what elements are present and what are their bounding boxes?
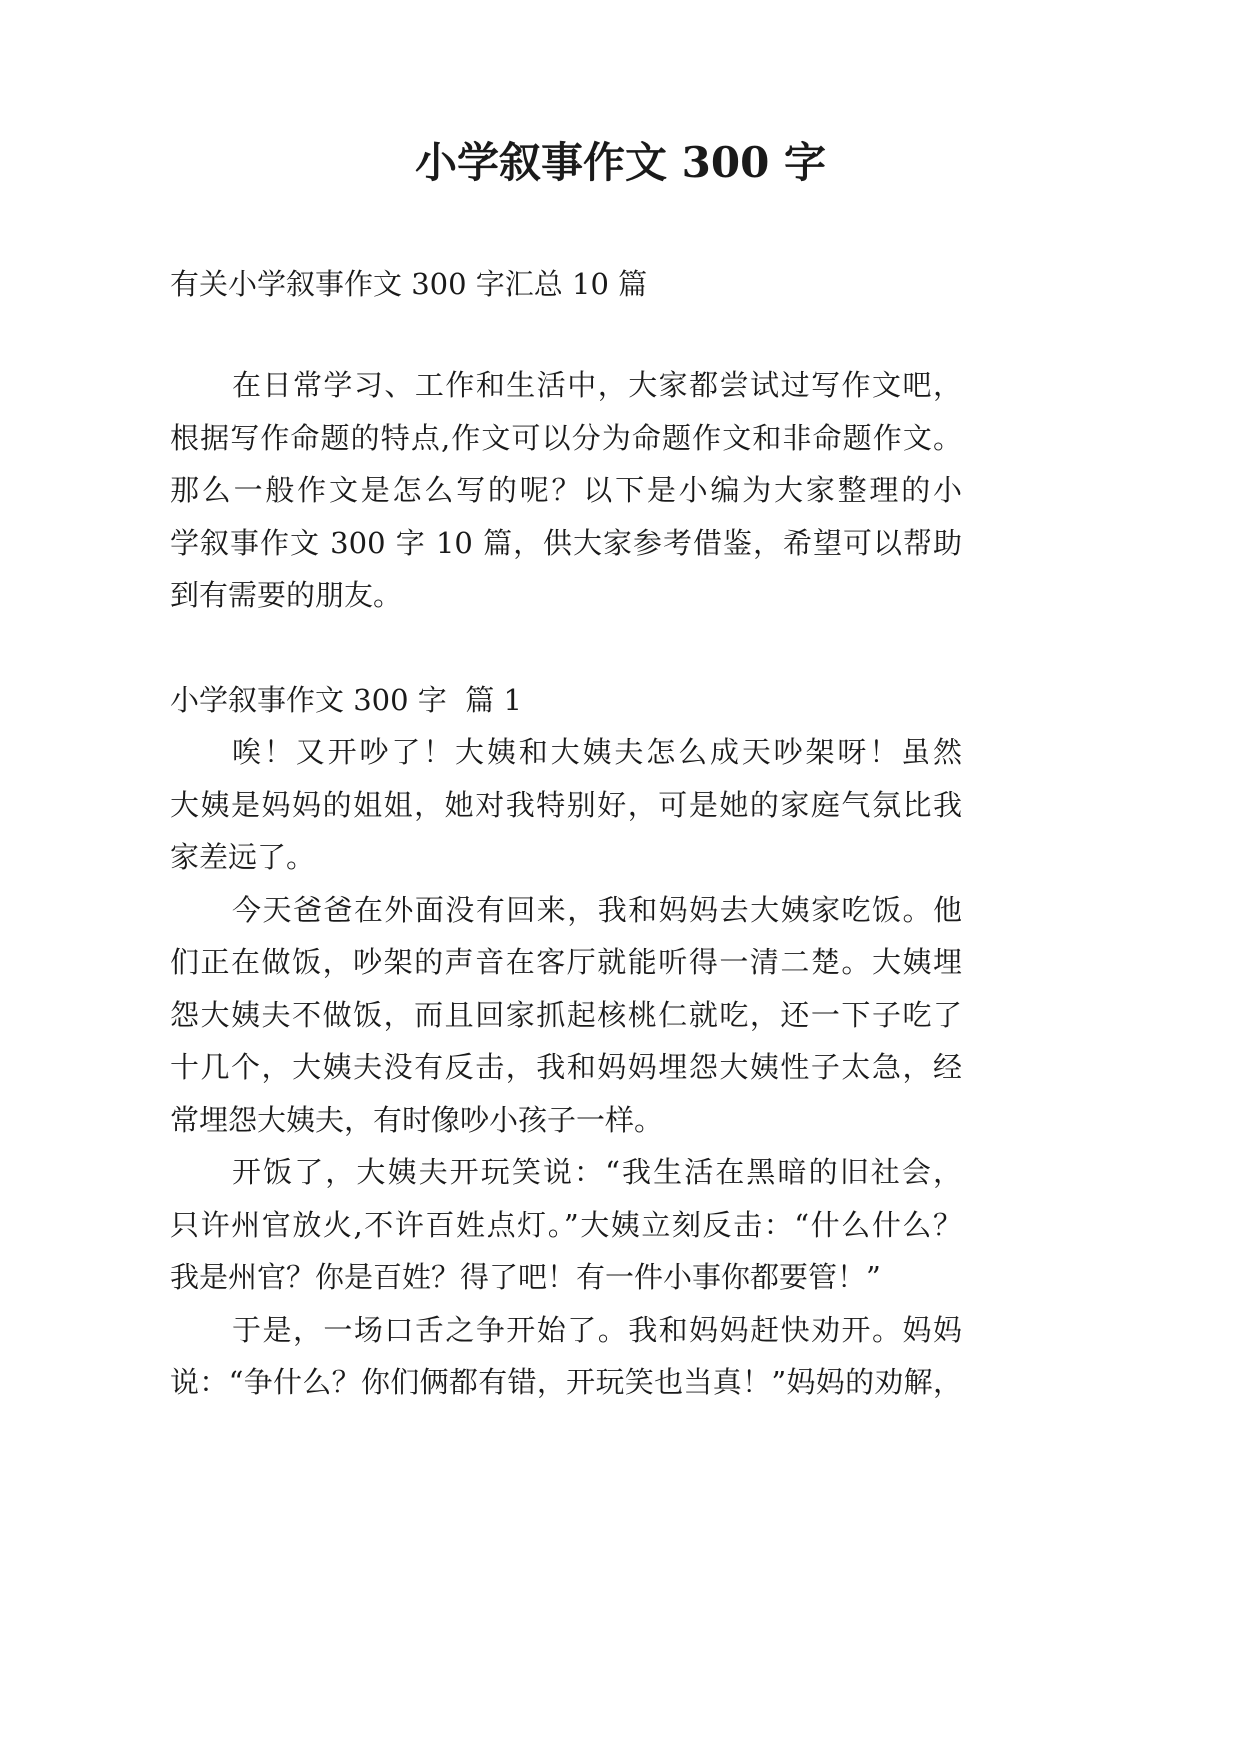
text-line: 唉！又开吵了！大姨和大姨夫怎么成天吵架呀！虽然 bbox=[232, 735, 962, 769]
text-line: 家差远了。 bbox=[170, 840, 316, 874]
text-line: 学叙事作文 300 字 10 篇，供大家参考借鉴，希望可以帮助 bbox=[170, 525, 962, 560]
intro-paragraph bbox=[170, 359, 962, 622]
section-heading: 小学叙事作文 300 字 篇 1 bbox=[170, 683, 522, 717]
text-line: 们正在做饭，吵架的声音在客厅就能听得一清二楚。大姨埋 bbox=[170, 945, 962, 979]
text-line: 常埋怨大姨夫，有时像吵小孩子一样。 bbox=[170, 1102, 664, 1137]
text-line: 开饭了，大姨夫开玩笑说：“我生活在黑暗的旧社会， bbox=[232, 1155, 962, 1189]
text-line: 在日常学习、工作和生活中，大家都尝试过写作文吧， bbox=[232, 368, 962, 402]
text-line: 说：“争什么？你们俩都有错，开玩笑也当真！”妈妈的劝解， bbox=[170, 1365, 962, 1399]
text-line: 怨大姨夫不做饭，而且回家抓起核桃仁就吃，还一下子吃了 bbox=[170, 997, 962, 1032]
text-line: 于是，一场口舌之争开始了。我和妈妈赶快劝开。妈妈 bbox=[232, 1312, 962, 1347]
text-line: 根据写作命题的特点,作文可以分为命题作文和非命题作文。 bbox=[170, 420, 962, 455]
text-line: 到有需要的朋友。 bbox=[170, 578, 403, 612]
text-line: 那么一般作文是怎么写的呢？以下是小编为大家整理的小 bbox=[170, 473, 962, 507]
text-line: 我是州官？你是百姓？得了吧！有一件小事你都要管！” bbox=[170, 1260, 881, 1294]
essay-body bbox=[170, 726, 962, 1409]
page-title: 小学叙事作文 300 字 bbox=[415, 138, 826, 187]
text-line: 大姨是妈妈的姐姐，她对我特别好，可是她的家庭气氛比我 bbox=[170, 787, 962, 822]
text-line: 今天爸爸在外面没有回来，我和妈妈去大姨家吃饭。他 bbox=[232, 892, 962, 927]
text-line: 只许州官放火,不许百姓点灯。”大姨立刻反击：“什么什么？ bbox=[170, 1207, 962, 1242]
document-subtitle: 有关小学叙事作文 300 字汇总 10 篇 bbox=[170, 267, 648, 301]
text-line: 十几个，大姨夫没有反击，我和妈妈埋怨大姨性子太急，经 bbox=[170, 1050, 962, 1084]
